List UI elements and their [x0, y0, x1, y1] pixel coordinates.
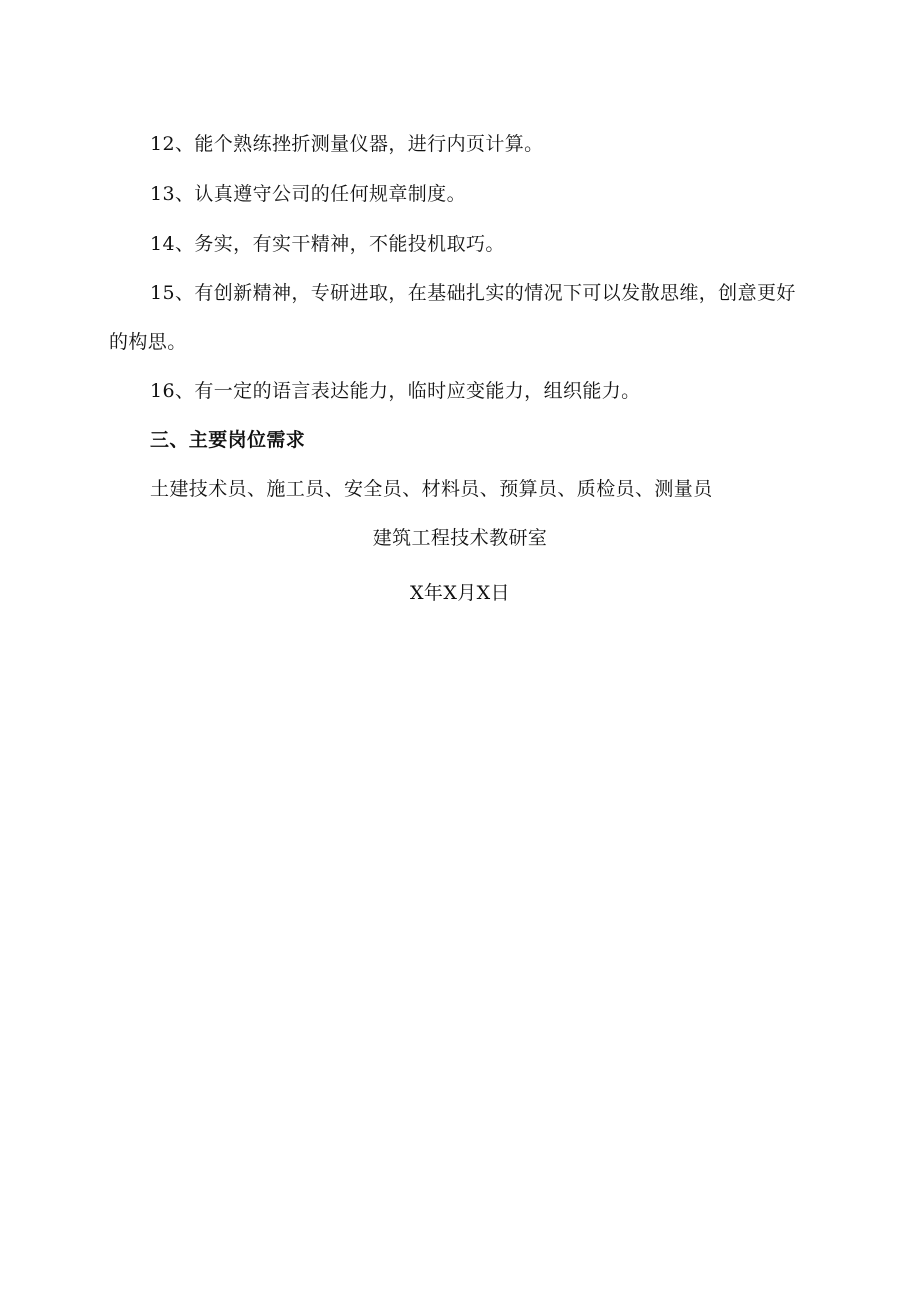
item-15: 15、有创新精神，专研进取，在基础扎实的情况下可以发散思维，创意更好 — [150, 282, 796, 304]
item-14: 14、务实，有实干精神，不能投机取巧。 — [150, 233, 505, 255]
item-16: 16、有一定的语言表达能力，临时应变能力，组织能力。 — [150, 380, 641, 402]
section-heading: 三、主要岗位需求 — [150, 429, 306, 451]
positions-list: 土建技术员、施工员、安全员、材料员、预算员、质检员、测量员 — [150, 478, 713, 500]
date-line: X年X月X日 — [410, 582, 510, 604]
signature-department: 建筑工程技术教研室 — [372, 527, 548, 549]
item-13: 13、认真遵守公司的任何规章制度。 — [150, 183, 466, 205]
item-12: 12、能个熟练挫折测量仪器，进行内页计算。 — [150, 133, 544, 155]
item-15-continued: 的构思。 — [109, 331, 187, 353]
